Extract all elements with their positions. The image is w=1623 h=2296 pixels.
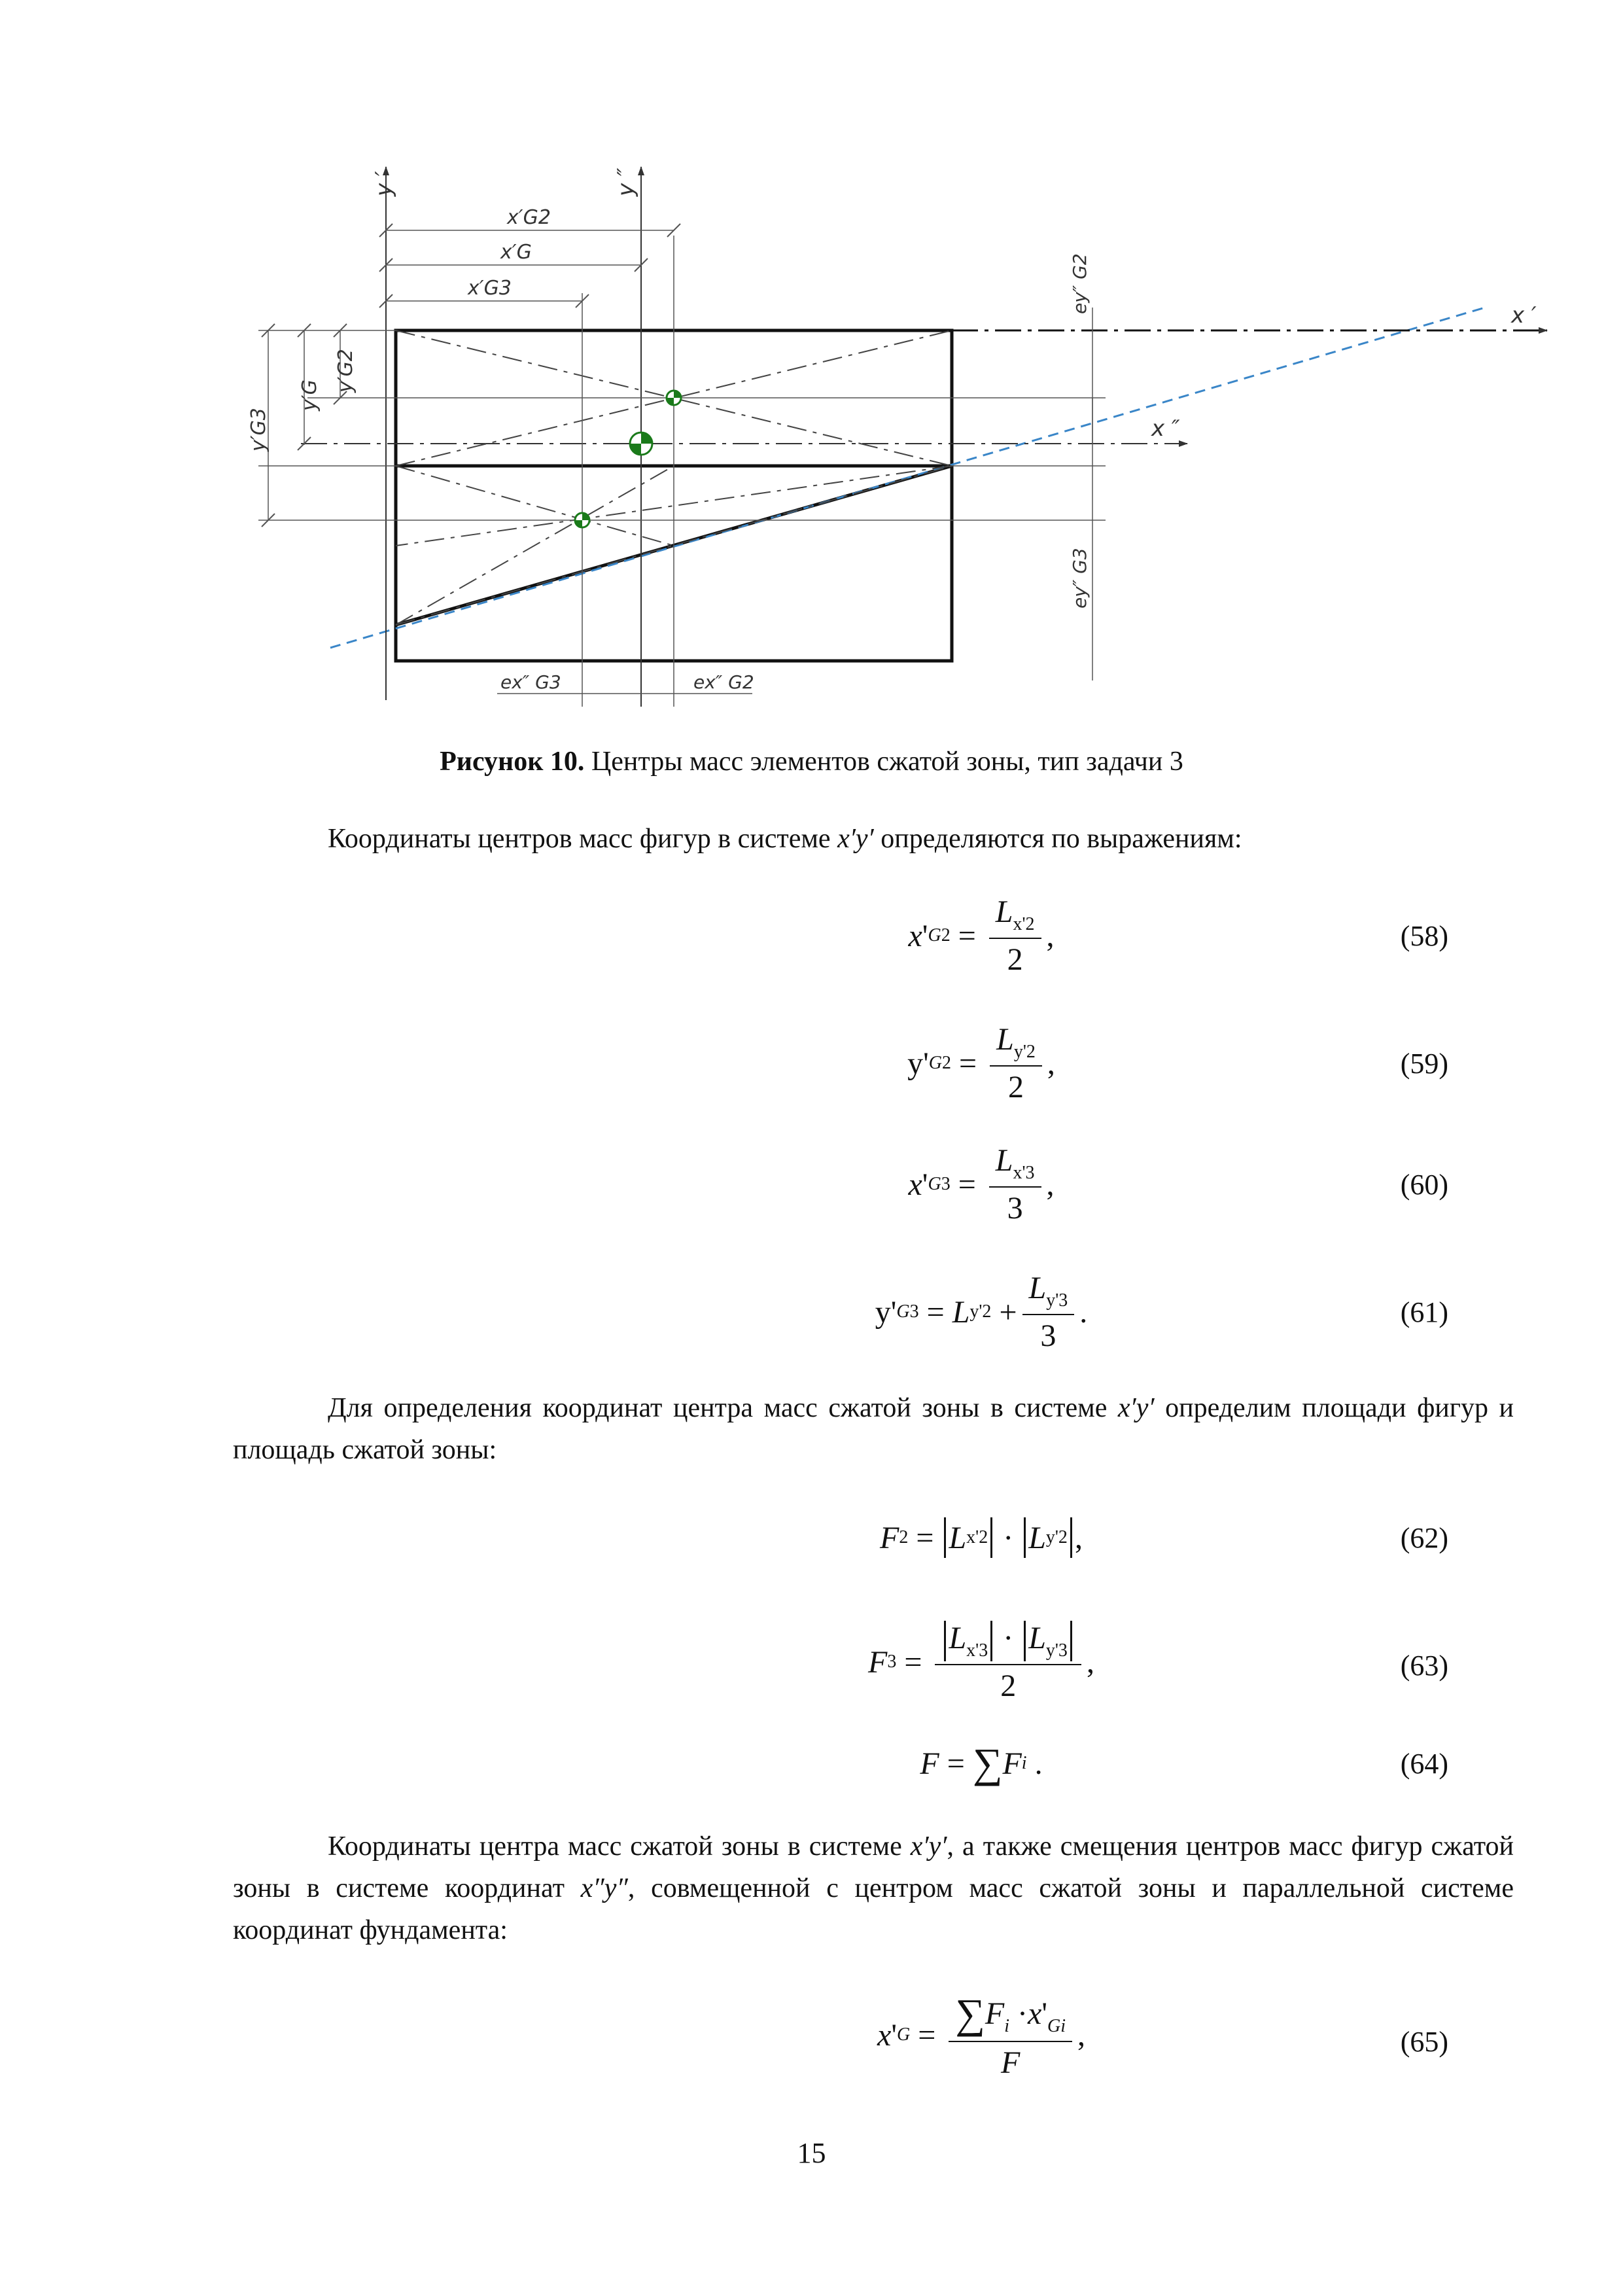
label-yG: y′G [298, 380, 321, 411]
equation-65-number: (65) [1400, 2026, 1448, 2058]
p3-system-2: x″y″ [580, 1873, 628, 1903]
p3-system-1: x′y′ [910, 1831, 947, 1862]
label-y-prime: y ′ [371, 171, 397, 196]
paragraph-1 [233, 818, 1514, 860]
p3-text-a: Координаты центра масс сжатой зоны в системе [328, 1831, 911, 1862]
p1-text-b: определяются по выражениям: [873, 824, 1242, 854]
caption-text: Центры масс элементов сжатой зоны, тип задачи 3 [584, 747, 1183, 777]
label-e-x-G3: ex″ G3 [500, 671, 561, 693]
equation-65: x ' G = $\frac{\sum F_i \cdot x'_{Gi}}{F}$ , [877, 1990, 1085, 2080]
centroid-g3-marker [575, 513, 589, 527]
p2-system: x′y′ [1117, 1393, 1155, 1423]
p2-text-a: Для определения координат центра масс сжатой зоны в системе [328, 1393, 1118, 1423]
caption-label: Рисунок 10. [440, 747, 585, 777]
figure-caption [0, 746, 1623, 777]
paragraph-3 [233, 1826, 1514, 1951]
p3-text-b: , а также смещения центров масс фигур сжатой зоны в системе координат [233, 1831, 1514, 1903]
equation-59-number: (59) [1400, 1048, 1448, 1080]
centroid-g-marker [630, 433, 652, 455]
paragraph-2 [233, 1387, 1514, 1471]
equation-58-number: (58) [1400, 920, 1448, 952]
equation-60-number: (60) [1400, 1169, 1448, 1201]
equation-61-number: (61) [1400, 1296, 1448, 1328]
p3-text-c: , совмещенной с центром масс сжатой зоны и параллельной системе координат фундамента: [233, 1873, 1514, 1945]
label-yG3: y′G3 [247, 408, 270, 451]
centroid-g2-marker [667, 391, 681, 405]
equation-60: x ' G 3 = $\frac{L_{x'3}}{3}$ , [908, 1143, 1055, 1226]
neutral-axis-extension [330, 308, 1485, 648]
page-number: 15 [797, 2137, 826, 2169]
center-of-mass-diagram [0, 0, 1623, 726]
label-xG2: x′G2 [507, 206, 551, 229]
equation-64-number: (64) [1400, 1748, 1448, 1780]
triangle-median-2 [396, 466, 674, 546]
equation-58: x ' G 2 = $\frac{L_{x'2}}{2}$ , [908, 894, 1055, 977]
equation-64: F = ∑ F i . [920, 1740, 1043, 1786]
equation-61: y' G 3 = L y'2 + $\frac{L_{y'3}}{3}$ . [875, 1271, 1088, 1353]
equation-62-number: (62) [1400, 1522, 1448, 1554]
label-e-x-G2: ex″ G2 [693, 671, 754, 693]
label-yG2: y′G2 [334, 349, 357, 393]
label-x-prime: x ′ [1511, 302, 1537, 328]
equation-63: F 3 = $\frac{L_{x'3} \cdot L_{y'3}}{2}$ , [868, 1621, 1094, 1703]
label-e-y-G2: ey″ G2 [1069, 253, 1091, 314]
triangle-median-4 [396, 466, 674, 625]
label-x-dprime: x ″ [1151, 415, 1180, 442]
label-y-dprime: y ″ [613, 168, 639, 196]
equation-62: F 2 = L x'2 · L y'2 , [654, 1485, 1308, 1590]
p1-text-a: Координаты центров масс фигур в системе [328, 824, 838, 854]
label-xG: x′G [500, 241, 532, 264]
equation-63-number: (63) [1400, 1650, 1448, 1682]
label-e-y-G3: ey″ G3 [1069, 548, 1091, 609]
p2-text-b: определим площади фигур и площадь сжатой зоны: [233, 1393, 1514, 1465]
p1-system: x′y′ [837, 824, 874, 854]
equation-59: y' G 2 = $\frac{L_{y'2}}{2}$ , [907, 1022, 1055, 1104]
label-xG3: x′G3 [468, 277, 512, 300]
